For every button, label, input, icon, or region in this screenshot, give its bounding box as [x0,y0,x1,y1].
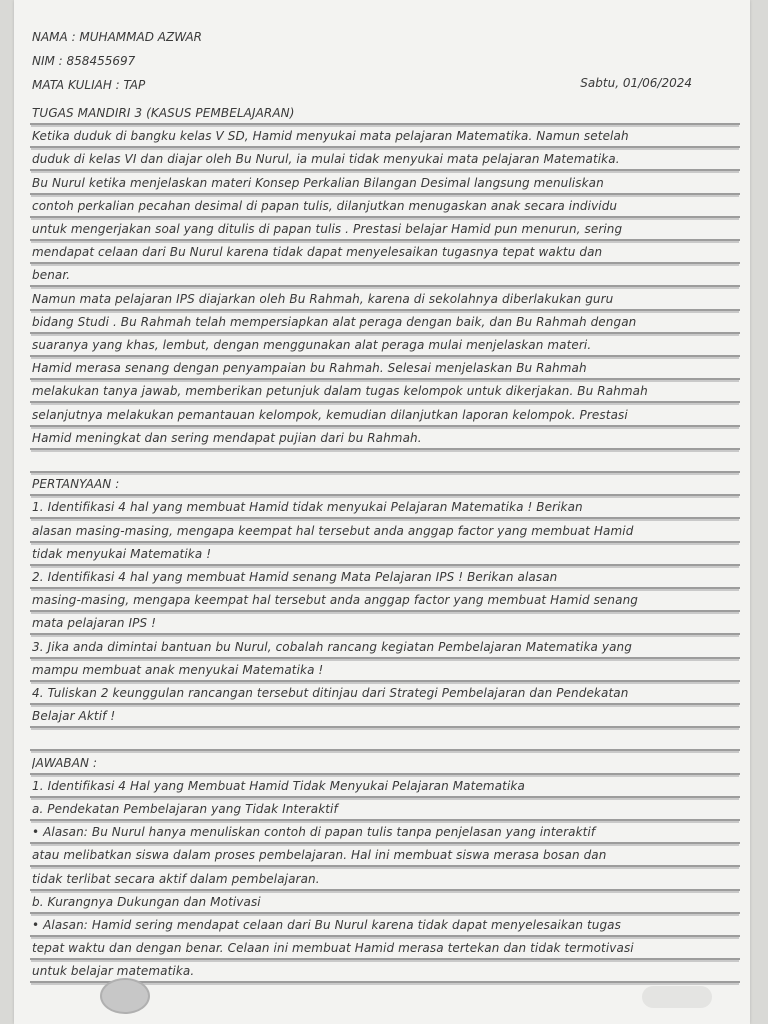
handwritten-line: bidang Studi . Bu Rahmah telah mempersiapkan alat peraga dengan baik, dan Bu Rahmah dengan [32,314,637,329]
handwritten-line [32,728,738,750]
handwritten-line: Namun mata pelajaran IPS diajarkan oleh Bu Rahmah, karena di sekolahnya diberlakukan guru [32,291,614,306]
handwritten-line: PERTANYAAN : [32,477,120,492]
handwritten-line: Belajar Aktif ! [32,709,116,724]
handwritten-line: alasan masing-masing, mengapa keempat hal tersebut anda anggap factor yang membuat Hamid [32,523,634,538]
handwritten-line: • Alasan: Bu Nurul hanya menuliskan contoh di papan tulis tanpa penjelasan yang interaktif [32,825,596,840]
handwritten-line: Bu Nurul ketika menjelaskan materi Konsep Perkalian Bilangan Desimal langsung menuliskan [32,175,604,190]
notebook-page [14,0,750,1024]
handwritten-line: Ketika duduk di bangku kelas V SD, Hamid menyukai mata pelajaran Matematika. Namun setelah [32,129,629,144]
handwritten-line: melakukan tanya jawab, memberikan petunjuk dalam tugas kelompok untuk dikerjakan. Bu Rahmah [32,384,648,399]
stamp-mark [100,978,150,1014]
handwritten-line: untuk belajar matematika. [32,964,195,979]
handwritten-line: tepat waktu dan dengan benar. Celaan ini membuat Hamid merasa tertekan dan tidak termotivasi [32,941,634,956]
handwritten-line: suaranya yang khas, lembut, dengan menggunakan alat peraga mulai menjelaskan materi. [32,338,592,352]
handwritten-line: mata pelajaran IPS ! [32,616,157,631]
handwritten-line: a. Pendekatan Pembelajaran yang Tidak Interaktif [32,802,338,816]
handwritten-line: Hamid merasa senang dengan penyampaian bu Rahmah. Selesai menjelaskan Bu Rahmah [32,361,587,376]
handwritten-line: 3. Jika anda dimintai bantuan bu Nurul, cobalah rancang kegiatan Pembelajaran Matematika yang [32,639,632,654]
handwritten-line: benar. [32,268,71,283]
handwritten-line: mendapat celaan dari Bu Nurul karena tidak dapat menyelesaikan tugasnya tepat waktu dan [32,245,603,260]
handwritten-line: untuk mengerjakan soal yang ditulis di papan tulis . Prestasi belajar Hamid pun menurun, sering [32,222,623,236]
student-name: NAMA : MUHAMMAD AZWAR [32,30,203,44]
document-date: Sabtu, 01/06/2024 [580,76,692,90]
handwritten-line: atau melibatkan siswa dalam proses pembelajaran. Hal ini membuat siswa merasa bosan dan [32,848,607,863]
student-nim: NIM : 858455697 [32,54,136,68]
handwritten-line: TUGAS MANDIRI 3 (KASUS PEMBELAJARAN) [32,106,295,120]
handwritten-line: mampu membuat anak menyukai Matematika ! [32,662,324,677]
course-name: MATA KULIAH : TAP [32,78,146,92]
handwritten-line: 1. Identifikasi 4 Hal yang Membuat Hamid Tidak Menyukai Pelajaran Matematika [32,778,525,793]
handwritten-line: masing-masing, mengapa keempat hal tersebut anda anggap factor yang membuat Hamid senang [32,593,638,608]
handwritten-line: duduk di kelas VI dan diajar oleh Bu Nurul, ia mulai tidak menyukai mata pelajaran Matematika. [32,152,620,167]
smudge-mark [642,986,712,1008]
handwritten-line: Hamid meningkat dan sering mendapat pujian dari bu Rahmah. [32,430,422,445]
handwritten-line: 1. Identifikasi 4 hal yang membuat Hamid tidak menyukai Pelajaran Matematika ! Berikan [32,500,583,515]
handwritten-line: JAWABAN : [32,755,98,770]
handwritten-line: b. Kurangnya Dukungan dan Motivasi [32,894,261,909]
handwritten-line: 2. Identifikasi 4 hal yang membuat Hamid senang Mata Pelajaran IPS ! Berikan alasan [32,570,558,584]
handwritten-line [32,450,738,472]
handwritten-line: tidak terlibat secara aktif dalam pembelajaran. [32,871,320,886]
handwritten-line: tidak menyukai Matematika ! [32,546,212,561]
handwritten-line: contoh perkalian pecahan desimal di papan tulis, dilanjutkan menugaskan anak secara individu [32,198,618,213]
handwritten-line: selanjutnya melakukan pemantauan kelompok, kemudian dilanjutkan laporan kelompok. Prestasi [32,407,628,422]
handwritten-line: • Alasan: Hamid sering mendapat celaan dari Bu Nurul karena tidak dapat menyelesaikan tugas [32,918,621,932]
handwritten-line: 4. Tuliskan 2 keunggulan rancangan tersebut ditinjau dari Strategi Pembelajaran dan Pendekatan [32,686,629,700]
